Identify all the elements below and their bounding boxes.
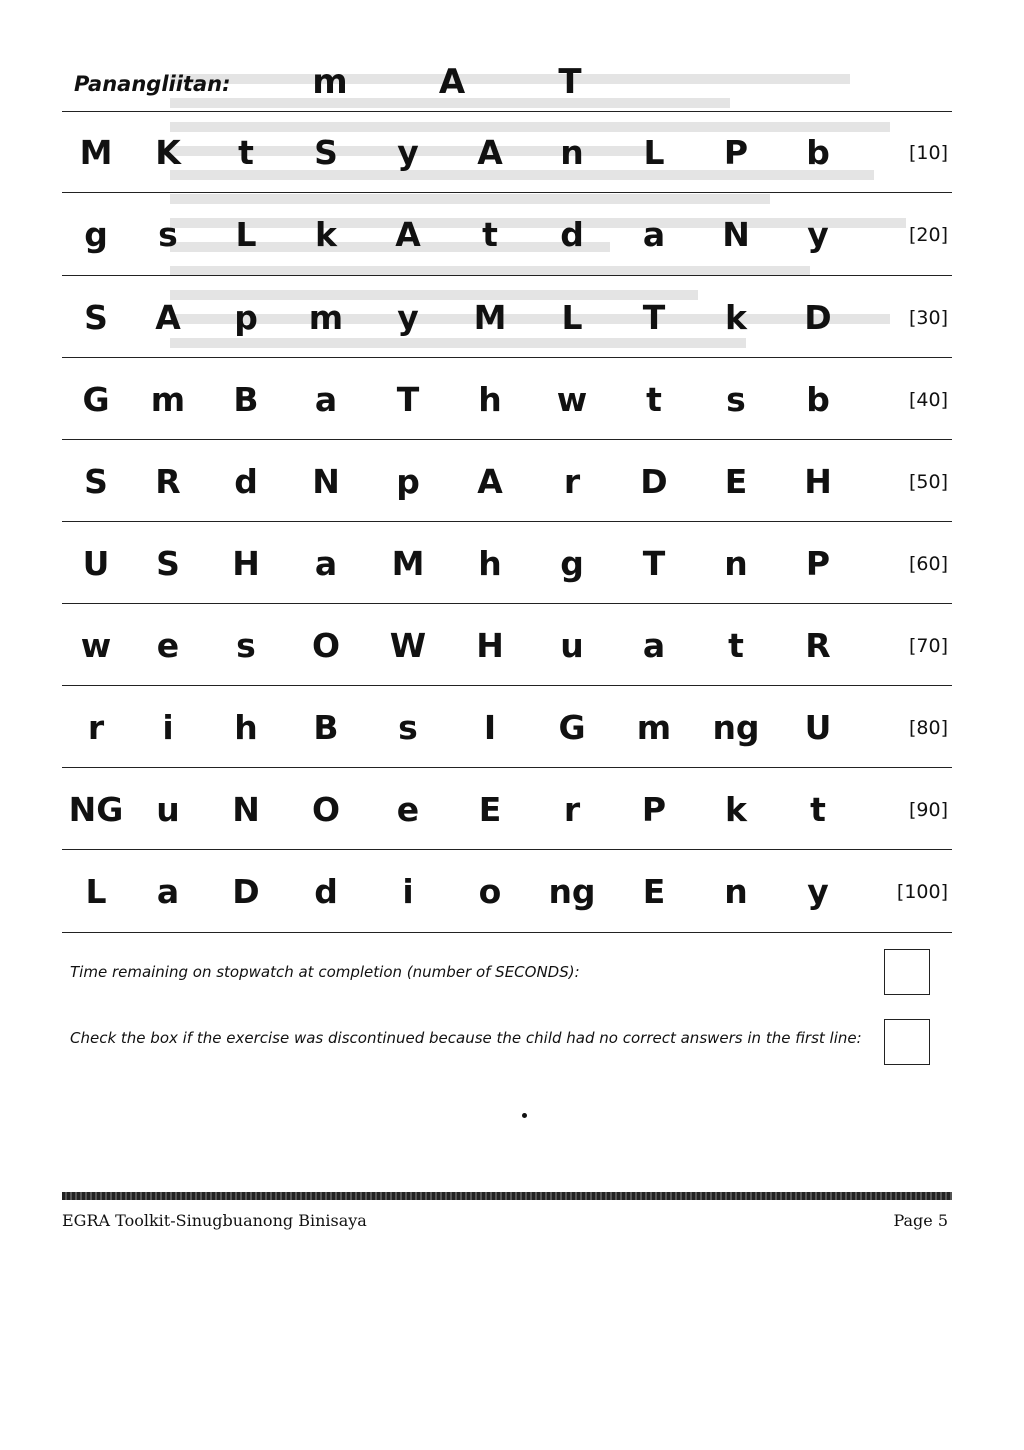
letter-cell: T (642, 298, 666, 337)
letter-cell: S (156, 544, 180, 583)
letter-cell: a (156, 872, 180, 911)
letter-cell: M (473, 298, 507, 337)
letter-cell: G (558, 708, 586, 747)
letter-cell: O (311, 790, 341, 829)
discontinued-label: Check the box if the exercise was discontinued because the child had no correct answers in the first line: (70, 1029, 862, 1047)
letter-cell: a (642, 215, 666, 254)
letter-cell: t (810, 790, 826, 829)
row-divider (62, 767, 952, 768)
letter-cell: A (155, 298, 181, 337)
letter-cell: U (804, 708, 832, 747)
letter-cell: T (396, 380, 420, 419)
letter-cell: H (476, 626, 504, 665)
letter-cell: S (84, 298, 108, 337)
row-divider (62, 932, 952, 933)
letter-cell: i (162, 708, 174, 747)
letter-cell: T (642, 544, 666, 583)
letter-cell: y (807, 215, 829, 254)
row-divider (62, 357, 952, 358)
example-label: Panangliitan: (74, 72, 231, 96)
letter-cell: B (233, 380, 259, 419)
letter-cell: k (315, 215, 337, 254)
letter-cell: g (560, 544, 584, 583)
letter-row (62, 857, 952, 927)
letter-cell: s (398, 708, 418, 747)
letter-cell: I (483, 708, 497, 747)
letter-cell: h (478, 544, 502, 583)
letter-cell: u (560, 626, 584, 665)
letter-cell: d (560, 215, 584, 254)
row-divider (62, 603, 952, 604)
letter-cell: M (391, 544, 425, 583)
row-divider (62, 192, 952, 193)
letter-cell: p (234, 298, 258, 337)
letter-cell: A (477, 462, 503, 501)
letter-cell: P (723, 133, 749, 172)
letter-cell: n (724, 544, 748, 583)
time-remaining-label: Time remaining on stopwatch at completion (number of SECONDS): (70, 963, 580, 981)
letter-cell: K (155, 133, 181, 172)
example-letter: T (558, 62, 582, 102)
example-row (62, 58, 952, 108)
letter-row (62, 775, 952, 845)
letter-cell: t (646, 380, 662, 419)
row-count: [100] (896, 881, 948, 903)
letter-cell: t (728, 626, 744, 665)
letter-cell: a (642, 626, 666, 665)
letter-cell: A (395, 215, 421, 254)
letter-cell: m (636, 708, 672, 747)
letter-cell: ng (548, 872, 596, 911)
footer-rule (62, 1192, 952, 1200)
letter-cell: G (82, 380, 110, 419)
letter-cell: ng (712, 708, 760, 747)
row-count: [50] (908, 471, 948, 493)
letter-cell: O (311, 626, 341, 665)
letter-cell: k (725, 790, 747, 829)
letter-cell: b (806, 133, 830, 172)
row-divider (62, 521, 952, 522)
row-count: [60] (908, 553, 948, 575)
letter-cell: NG (68, 790, 124, 829)
row-count: [20] (908, 224, 948, 246)
letter-cell: L (235, 215, 257, 254)
letter-cell: L (561, 298, 583, 337)
letter-cell: S (314, 133, 338, 172)
letter-cell: E (478, 790, 502, 829)
letter-cell: R (805, 626, 831, 665)
letter-cell: a (314, 544, 338, 583)
letter-cell: a (314, 380, 338, 419)
letter-cell: s (726, 380, 746, 419)
row-divider (62, 275, 952, 276)
row-count: [30] (908, 307, 948, 329)
letter-row (62, 447, 952, 517)
letter-row (62, 693, 952, 763)
letter-cell: u (156, 790, 180, 829)
letter-cell: d (234, 462, 258, 501)
letter-cell: m (308, 298, 344, 337)
time-remaining-box[interactable] (884, 949, 930, 995)
letter-cell: n (560, 133, 584, 172)
letter-cell: d (314, 872, 338, 911)
letter-cell: W (389, 626, 427, 665)
letter-cell: t (482, 215, 498, 254)
letter-cell: E (724, 462, 748, 501)
page-number: Page 5 (893, 1211, 948, 1230)
letter-cell: n (724, 872, 748, 911)
letter-cell: p (396, 462, 420, 501)
letter-cell: D (232, 872, 260, 911)
row-divider (62, 111, 952, 112)
letter-cell: D (804, 298, 832, 337)
letter-cell: E (642, 872, 666, 911)
row-count: [10] (908, 142, 948, 164)
letter-row (62, 365, 952, 435)
row-divider (62, 849, 952, 850)
letter-cell: r (563, 790, 581, 829)
letter-cell: g (84, 215, 108, 254)
letter-cell: h (234, 708, 258, 747)
row-count: [90] (908, 799, 948, 821)
row-count: [40] (908, 389, 948, 411)
letter-cell: N (312, 462, 340, 501)
stray-dot (522, 1113, 527, 1118)
letter-cell: i (402, 872, 414, 911)
letter-cell: M (79, 133, 113, 172)
letter-cell: P (805, 544, 831, 583)
row-divider (62, 685, 952, 686)
letter-cell: w (556, 380, 588, 419)
letter-cell: e (396, 790, 420, 829)
letter-row (62, 529, 952, 599)
letter-cell: L (85, 872, 107, 911)
row-count: [70] (908, 635, 948, 657)
letter-cell: D (640, 462, 668, 501)
example-letter: A (438, 62, 466, 102)
discontinued-checkbox[interactable] (884, 1019, 930, 1065)
letter-cell: R (155, 462, 181, 501)
letter-cell: t (238, 133, 254, 172)
letter-cell: s (158, 215, 178, 254)
footer-title: EGRA Toolkit-Sinugbuanong Binisaya (62, 1211, 367, 1230)
letter-cell: w (80, 626, 112, 665)
letter-cell: P (641, 790, 667, 829)
letter-cell: N (722, 215, 750, 254)
letter-cell: B (313, 708, 339, 747)
example-letter: m (312, 62, 348, 102)
letter-cell: U (82, 544, 110, 583)
letter-cell: L (643, 133, 665, 172)
letter-cell: h (478, 380, 502, 419)
letter-cell: r (563, 462, 581, 501)
letter-row (62, 200, 952, 270)
letter-cell: N (232, 790, 260, 829)
letter-cell: o (478, 872, 502, 911)
letter-cell: k (725, 298, 747, 337)
letter-cell: s (236, 626, 256, 665)
letter-cell: A (477, 133, 503, 172)
letter-cell: e (156, 626, 180, 665)
letter-cell: H (804, 462, 832, 501)
letter-row (62, 611, 952, 681)
letter-cell: y (807, 872, 829, 911)
letter-cell: y (397, 298, 419, 337)
letter-row (62, 283, 952, 353)
letter-cell: b (806, 380, 830, 419)
row-count: [80] (908, 717, 948, 739)
letter-cell: r (87, 708, 105, 747)
letter-cell: m (150, 380, 186, 419)
letter-cell: S (84, 462, 108, 501)
row-divider (62, 439, 952, 440)
letter-cell: H (232, 544, 260, 583)
letter-cell: y (397, 133, 419, 172)
letter-row (62, 118, 952, 188)
